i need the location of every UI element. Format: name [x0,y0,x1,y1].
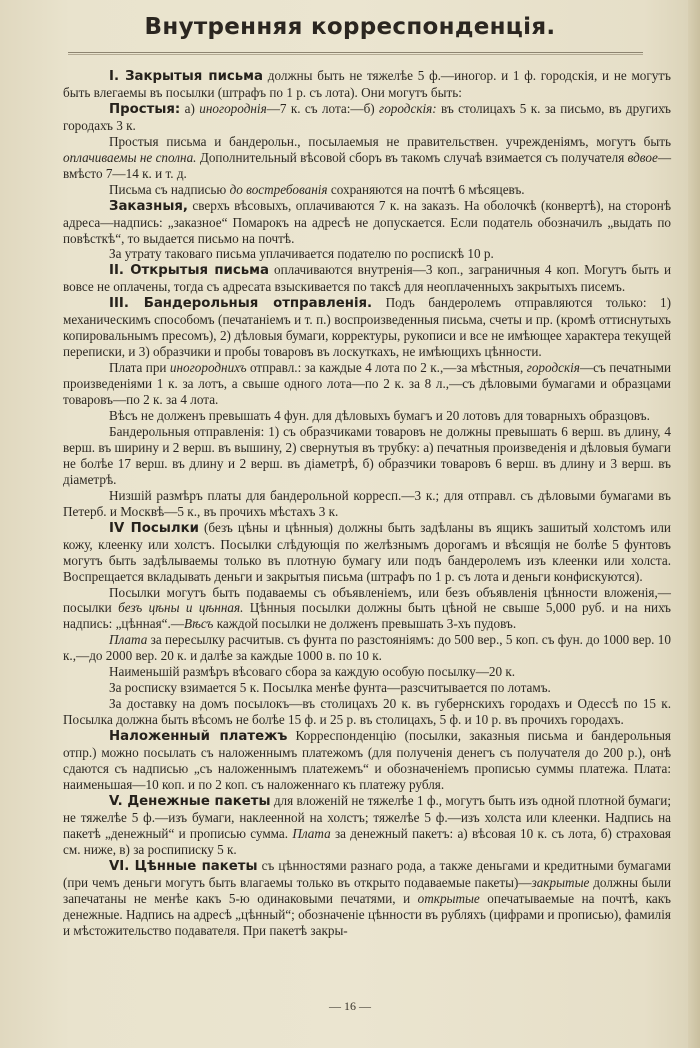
paragraph-postcards: II. Открытыя письма оплачиваются внутренія—3 коп., заграничныя 4 коп. Могутъ быть и вовсе не оплачены, тогда съ адресата взыскивается по таксѣ для неоплаченныхъ закрытыхъ писемъ. [63,262,671,295]
paragraph-printed-matter: III. Бандерольныя отправленія. Подъ бандеролемъ отправляются только: 1) механическимъ способомъ (печатаніемъ и т. п.) воспроизведенныя письма, счеты и пр. (кромѣ оттиснутыхъ копировальнымъ пресомъ), 2) дѣловыя бумаги, корректуры, рукописи и все не имѣющее характера текущей переписки, и 3) образчики и пробы товаровъ въ лоскуткахъ, не имѣющихъ цѣнности. [63,295,671,360]
page-edge [688,0,700,1048]
paragraph-home-delivery: За доставку на домъ посылокъ—въ столицахъ 20 к. въ губернскихъ городахъ и Одессѣ по 15 к. Посылка должна быть вѣсомъ не болѣе 15 ф. и 25 р. въ столицахъ, 5 ф. и 10 р. въ прочихъ городахъ. [63,696,671,728]
section-heading: I. Закрытыя письма [109,69,264,84]
page-number: — 16 — [329,999,371,1013]
paragraph-receipt-fee: За росписку взимается 5 к. Посылка менѣе фунта—разсчитывается по лотамъ. [109,680,551,696]
paragraph-weight-limit: Вѣсъ не долженъ превышать 4 фун. для дѣловыхъ бумагъ и 20 лотовъ для товарныхъ образцовъ. [109,408,650,424]
section-heading: III. Бандерольныя отправленія. [109,296,373,312]
paragraph-printed-matter-rates: Плата при иногороднихъ отправл.: за каждые 4 лота по 2 к.,—за мѣстныя, городскія—съ печатными произведеніями 1 к. за лотъ, а свыше одного лота—по 2 к. за 8 л.,—съ дѣловыми бумагами и образцами товаровъ—по 2 к. за 4 лота. [63,360,671,408]
paragraph-loss-compensation: За утрату таковаго письма уплачивается подателю по роспискѣ 10 р. [109,246,494,262]
paragraph-closed-letters: I. Закрытыя письма должны быть не тяжелѣе 5 ф.—иногор. и 1 ф. городскія, и не могутъ быть влегаемы въ посылки (штрафъ по 1 р. съ лота). Они могутъ быть: [63,68,671,100]
paragraph-registered: Заказныя, сверхъ вѣсовыхъ, оплачиваются 7 к. на заказъ. На оболочкѣ (конвертѣ), на сторонѣ адреса—надпись: „заказное“ Помарокъ на адресѣ не допускается. Если податель обозначилъ „выдать по повѣсткѣ“, то выдается письмо на почтѣ. [63,197,671,246]
paragraph-simple: Простыя: а) иногороднія—7 к. съ лота:—б) городскія: въ столицахъ 5 к. за письмо, въ другихъ городахъ 3 к. [63,100,671,133]
paragraph-parcels: IV Посылки (безъ цѣны и цѣнныя) должны быть задѣланы въ ящикъ зашитый холстомъ или кожу, клеенку или холстъ. Посылки слѣдующія по желѣзнымъ дорогамъ и вѣсящія не болѣе 5 фунтовъ могутъ быть задѣлываемы только въ плотную бумагу или подъ бандеролемъ изъ клеенки или холста. Воспрещается вкладывать деньги и закрытыя письма (штрафъ по 1 р. съ лота и деньги конфискуются). [63,519,671,584]
section-heading: Наложенный платежъ [109,729,288,745]
paragraph-underpaid: Простыя письма и бандерольн., посылаемыя не правительствен. учрежденіямъ, могутъ быть оплачиваемы не сполна. Дополнительный вѣсовой сборъ въ такомъ случаѣ взимается съ получателя вдвое—вмѣсто 7—14 к. и т. д. [63,133,671,181]
title-rule [68,52,643,55]
section-heading: II. Открытыя письма [109,263,270,279]
page-title: Внутренняя корреспонденція. [144,14,556,40]
section-heading: VI. Цѣнные пакеты [109,858,258,874]
body-text [63,68,671,938]
paragraph-valuable-packets: VI. Цѣнные пакеты съ цѣнностями разнаго рода, а также деньгами и кредитными бумагами (при чемъ деньги могутъ быть влагаемы только въ открыто подаваемые пакеты)—закрытые должны были запечатаны не менѣе какъ 5-ю одинаковыми печатями, и открытые опечатываемые на почтѣ, какъ денежные. Надпись на адресѣ „цѣнный“; обозначеніе цѣнности въ рубляхъ (цифрами и прописью), фамилія и мѣстожительство подавателя. При пакетѣ закры- [63,857,672,938]
paragraph-dimensions: Бандерольныя отправленія: 1) съ образчиками товаровъ не должны превышать 6 верш. въ длину, 4 верш. въ ширину и 2 верш. въ вышину, 2) свернутыя въ трубку: а) печатныя произведенія и дѣловыя бумаги не болѣе 17 верш. въ длину и 2 верш. въ діаметрѣ, б) образчики товаровъ 6 верш. въ длину и 3 верш. въ діаметрѣ. [63,423,671,487]
section-heading: V. Денежные пакеты [109,793,271,809]
section-heading: Простыя: [109,101,181,117]
paragraph-money-packets: V. Денежные пакеты для вложеній не тяжелѣе 1 ф., могутъ быть изъ одной плотной бумаги; не тяжелѣе 5 ф.—изъ бумаги, наклеенной на холстъ; тяжелѣе 5 ф.—изъ холста или клеенки. Надпись на пакетѣ „денежный“ и прописью сумма. Плата за денежный пакетъ: а) вѣсовая 10 к. съ лота, б) страховая см. ниже, в) за роспиписку 5 к. [63,792,671,857]
paragraph-poste-restante: Письма съ надписью до востребованія сохраняются на почтѣ 6 мѣсяцевъ. [109,181,525,197]
paragraph-minimum-rate: Низшій размѣръ платы для бандерольной корресп.—3 к.; для отправл. съ дѣловыми бумагами въ Петерб. и Москвѣ—5 к., въ прочихъ мѣстахъ 3 к. [63,487,671,519]
paragraph-parcel-rates: Плата за пересылку расчитыв. съ фунта по разстояніямъ: до 500 вер., 5 коп. съ фун. до 1000 вер. 10 к.,—до 2000 вер. 20 к. и далѣе за каждые 1000 в. по 10 к. [63,632,671,664]
paragraph-declared-value: Посылки могутъ быть подаваемы съ объявленіемъ, или безъ объявленія цѣнности вложенія,—посылки безъ цѣны и цѣнная. Цѣнныя посылки должны быть цѣной не свыше 5,000 руб. и на нихъ надпись: „цѣнная“.—Вѣсъ каждой посылки не долженъ превышать 3-хъ пудовъ. [63,584,671,632]
section-heading: IV Посылки [109,520,199,536]
paragraph-cash-on-delivery: Наложенный платежъ Корреспонденцію (посылки, заказныя письма и бандерольныя отпр.) можно посылать съ наложеннымъ платежомъ (для полученія денегъ съ получателя до 200 р.), онѣ сдаются съ надписью „съ наложеннымъ платежемъ“ и обозначеніемъ прописью суммы платежа. Плата: наименьшая—10 коп. и по 2 коп. съ наложеннаго къ платежу рубля. [63,728,672,792]
section-heading: Заказныя, [109,198,188,214]
paragraph-minimum-parcel-fee: Наименьшій размѣръ вѣсоваго сбора за каждую особую посылку—20 к. [109,664,516,680]
